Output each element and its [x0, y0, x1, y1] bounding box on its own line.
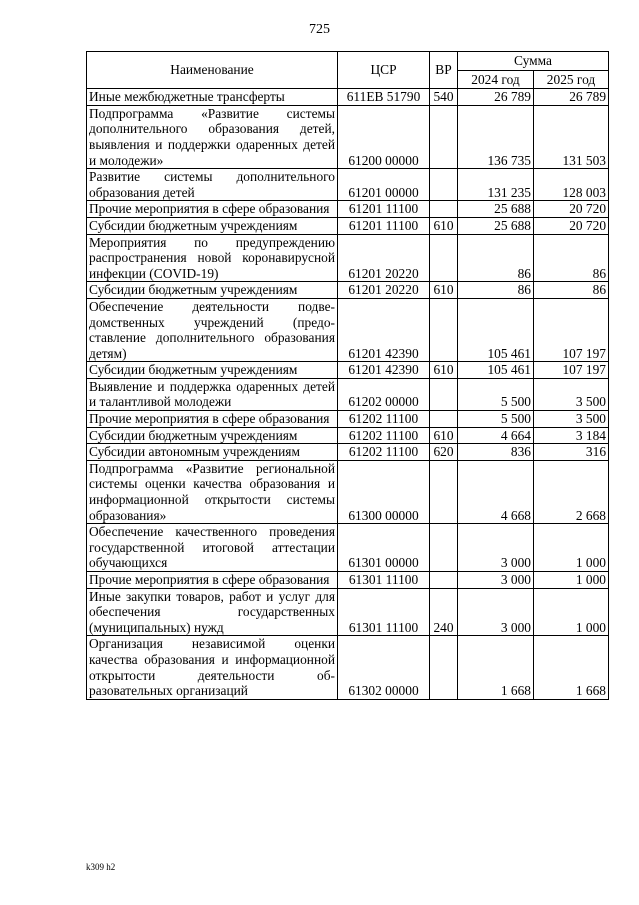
- row-name-cell: Подпрограмма «Развитие региональной системы оценки качества образования и информационной открытости системы образования»: [87, 460, 338, 523]
- row-csr-cell: 61301 11100: [338, 572, 430, 589]
- row-vr-cell: 240: [430, 588, 458, 636]
- row-vr-cell: 540: [430, 89, 458, 106]
- row-vr-cell: [430, 105, 458, 168]
- row-name-cell: Субсидии бюджетным учреждениям: [87, 362, 338, 379]
- table-row: [87, 411, 609, 428]
- row-amount-2025-cell: 86: [534, 282, 609, 299]
- row-vr-cell: 610: [430, 282, 458, 299]
- row-name-cell: Субсидии бюджетным учреждениям: [87, 427, 338, 444]
- row-csr-cell: 61201 11100: [338, 217, 430, 234]
- header-year-2024: 2024 год: [458, 70, 534, 89]
- row-amount-2025-cell: 20 720: [534, 201, 609, 218]
- row-csr-cell: 611ЕВ 51790: [338, 89, 430, 106]
- row-vr-cell: [430, 298, 458, 361]
- row-csr-cell: 61201 20220: [338, 282, 430, 299]
- row-vr-cell: 610: [430, 217, 458, 234]
- row-amount-2024-cell: 131 235: [458, 169, 534, 201]
- row-csr-cell: 61300 00000: [338, 460, 430, 523]
- row-name-cell: Обеспечение качественного проведения государственной итоговой аттестации обучающихся: [87, 524, 338, 572]
- row-name-cell: Иные закупки товаров, работ и услуг для обеспечения государственных (муниципальных) нужд: [87, 588, 338, 636]
- table-header: [87, 52, 609, 89]
- row-name-cell: Прочие мероприятия в сфере образования: [87, 411, 338, 428]
- table-row: [87, 282, 609, 299]
- header-year-2025: 2025 год: [534, 70, 609, 89]
- row-amount-2025-cell: 86: [534, 234, 609, 282]
- row-amount-2025-cell: 3 184: [534, 427, 609, 444]
- row-amount-2024-cell: 1 668: [458, 636, 534, 699]
- row-amount-2025-cell: 1 000: [534, 524, 609, 572]
- row-vr-cell: [430, 201, 458, 218]
- row-amount-2025-cell: 2 668: [534, 460, 609, 523]
- footer-code: k309 h2: [86, 862, 116, 872]
- table-row: [87, 201, 609, 218]
- row-amount-2024-cell: 25 688: [458, 217, 534, 234]
- table-row: [87, 298, 609, 361]
- row-amount-2025-cell: 1 668: [534, 636, 609, 699]
- row-amount-2025-cell: 107 197: [534, 298, 609, 361]
- row-amount-2024-cell: 25 688: [458, 201, 534, 218]
- row-amount-2024-cell: 105 461: [458, 362, 534, 379]
- header-sum: Сумма: [458, 52, 609, 71]
- table-row: [87, 169, 609, 201]
- row-amount-2025-cell: 26 789: [534, 89, 609, 106]
- row-vr-cell: 610: [430, 427, 458, 444]
- table-row: [87, 588, 609, 636]
- row-csr-cell: 61202 00000: [338, 378, 430, 410]
- table-row: [87, 378, 609, 410]
- table-row: [87, 572, 609, 589]
- row-name-cell: Прочие мероприятия в сфере образования: [87, 201, 338, 218]
- row-vr-cell: [430, 169, 458, 201]
- row-csr-cell: 61201 42390: [338, 298, 430, 361]
- budget-table: [86, 51, 609, 700]
- row-name-cell: Обеспечение деятельности подведомственных учреждений (предоставление дополнительного образования детям): [87, 298, 338, 361]
- row-csr-cell: 61301 00000: [338, 524, 430, 572]
- row-vr-cell: [430, 460, 458, 523]
- row-name-cell: Субсидии бюджетным учреждениям: [87, 217, 338, 234]
- table-row: [87, 362, 609, 379]
- row-vr-cell: 620: [430, 444, 458, 461]
- row-name-cell: Развитие системы дополнительного образования детей: [87, 169, 338, 201]
- row-vr-cell: 610: [430, 362, 458, 379]
- row-name-cell: Субсидии автономным учреждениям: [87, 444, 338, 461]
- row-amount-2024-cell: 105 461: [458, 298, 534, 361]
- row-amount-2025-cell: 128 003: [534, 169, 609, 201]
- row-amount-2024-cell: 26 789: [458, 89, 534, 106]
- row-amount-2025-cell: 3 500: [534, 411, 609, 428]
- row-amount-2024-cell: 5 500: [458, 378, 534, 410]
- row-amount-2025-cell: 3 500: [534, 378, 609, 410]
- table-row: [87, 234, 609, 282]
- table-body: [87, 89, 609, 700]
- row-name-cell: Иные межбюджетные трансферты: [87, 89, 338, 106]
- row-vr-cell: [430, 234, 458, 282]
- row-vr-cell: [430, 524, 458, 572]
- row-amount-2024-cell: 3 000: [458, 572, 534, 589]
- row-amount-2025-cell: 20 720: [534, 217, 609, 234]
- row-name-cell: Прочие мероприятия в сфере образования: [87, 572, 338, 589]
- row-amount-2025-cell: 1 000: [534, 588, 609, 636]
- row-csr-cell: 61301 11100: [338, 588, 430, 636]
- row-amount-2024-cell: 5 500: [458, 411, 534, 428]
- row-amount-2024-cell: 4 664: [458, 427, 534, 444]
- row-csr-cell: 61302 00000: [338, 636, 430, 699]
- table-row: [87, 460, 609, 523]
- table-row: [87, 105, 609, 168]
- row-csr-cell: 61201 42390: [338, 362, 430, 379]
- row-amount-2024-cell: 86: [458, 234, 534, 282]
- table-row: [87, 427, 609, 444]
- table-row: [87, 524, 609, 572]
- row-vr-cell: [430, 378, 458, 410]
- row-csr-cell: 61202 11100: [338, 411, 430, 428]
- row-vr-cell: [430, 636, 458, 699]
- row-amount-2025-cell: 1 000: [534, 572, 609, 589]
- table-row: [87, 89, 609, 106]
- row-amount-2025-cell: 107 197: [534, 362, 609, 379]
- row-csr-cell: 61202 11100: [338, 427, 430, 444]
- header-vr: ВР: [430, 52, 458, 89]
- header-name: Наименование: [87, 52, 338, 89]
- header-csr: ЦСР: [338, 52, 430, 89]
- row-csr-cell: 61200 00000: [338, 105, 430, 168]
- row-amount-2024-cell: 136 735: [458, 105, 534, 168]
- row-vr-cell: [430, 411, 458, 428]
- row-amount-2024-cell: 3 000: [458, 524, 534, 572]
- page-number: 725: [309, 22, 330, 37]
- row-amount-2024-cell: 4 668: [458, 460, 534, 523]
- row-amount-2025-cell: 316: [534, 444, 609, 461]
- row-name-cell: Субсидии бюджетным учреждениям: [87, 282, 338, 299]
- row-amount-2024-cell: 86: [458, 282, 534, 299]
- row-amount-2024-cell: 3 000: [458, 588, 534, 636]
- row-amount-2024-cell: 836: [458, 444, 534, 461]
- row-name-cell: Выявление и поддержка одаренных детей и талантливой молодежи: [87, 378, 338, 410]
- row-csr-cell: 61202 11100: [338, 444, 430, 461]
- row-csr-cell: 61201 00000: [338, 169, 430, 201]
- row-name-cell: Организация независимой оценки качества образования и информационной открытости деятельности образовательных организаций: [87, 636, 338, 699]
- row-csr-cell: 61201 20220: [338, 234, 430, 282]
- table-row: [87, 636, 609, 699]
- row-amount-2025-cell: 131 503: [534, 105, 609, 168]
- row-vr-cell: [430, 572, 458, 589]
- row-csr-cell: 61201 11100: [338, 201, 430, 218]
- row-name-cell: Подпрограмма «Развитие системы дополнительного образования детей, выявления и поддержки одаренных детей и молодежи»: [87, 105, 338, 168]
- table-row: [87, 444, 609, 461]
- table-row: [87, 217, 609, 234]
- row-name-cell: Мероприятия по предупреждению распространения новой коронавирусной инфекции (COVID-19): [87, 234, 338, 282]
